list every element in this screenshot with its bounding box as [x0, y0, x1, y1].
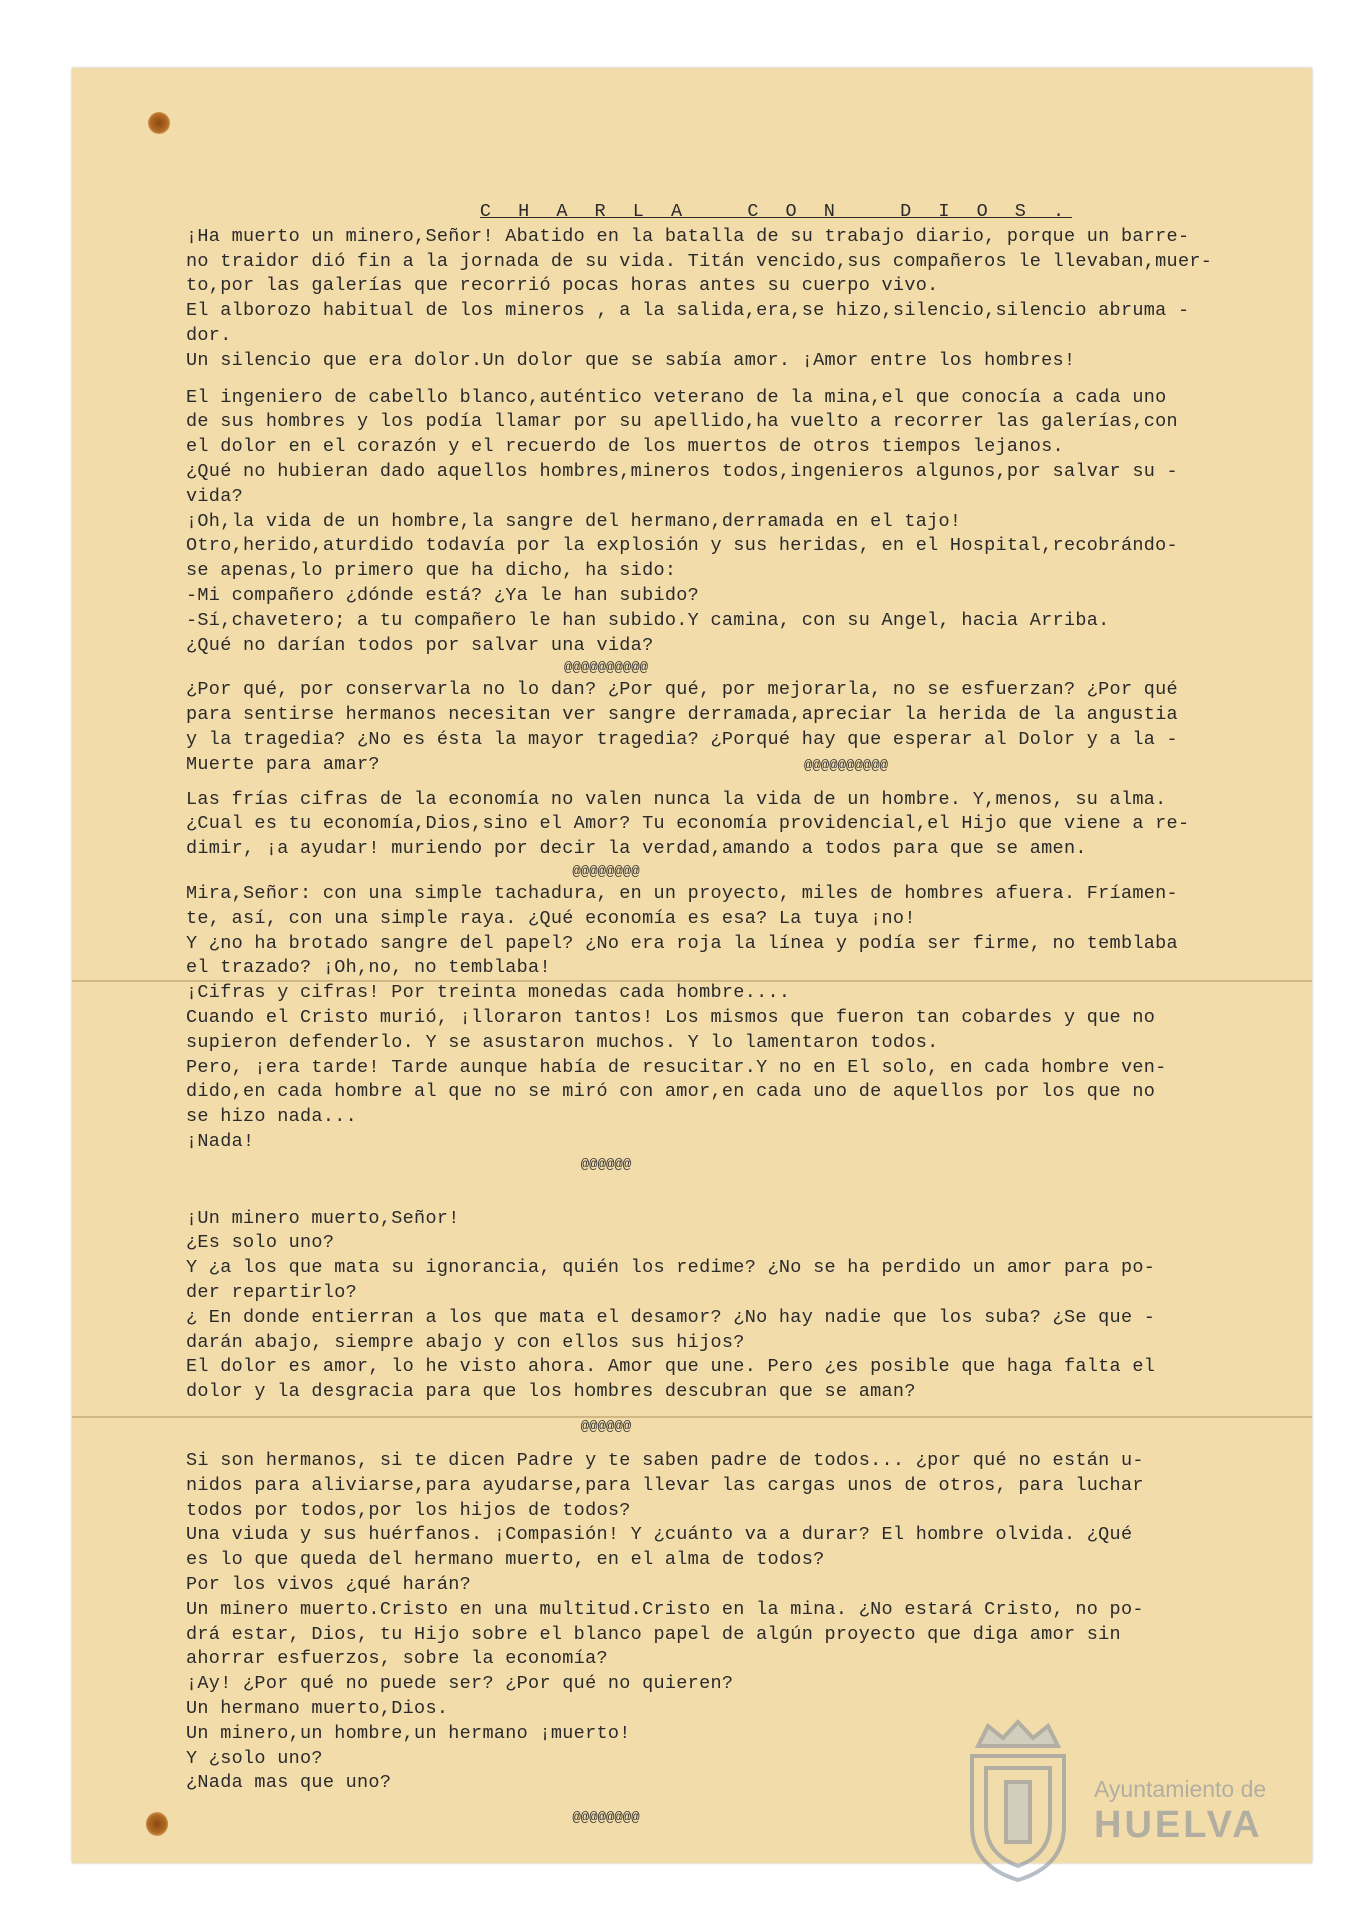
- text-line: Un minero muerto.Cristo en una multitud.Cristo en la mina. ¿No estará Cristo, no po-: [186, 1598, 1144, 1620]
- separator: @@@@@@@@@@: [563, 660, 648, 677]
- text-line: para sentirse hermanos necesitan ver sangre derramada,apreciar la herida de la angustia: [186, 704, 1178, 726]
- watermark-line1: Ayuntamiento de: [1094, 1776, 1267, 1802]
- text-line: el dolor en el corazón y el recuerdo de los muertos de otros tiempos lejanos.: [186, 436, 1064, 458]
- text-line: no traidor dió fin a la jornada de su vida. Titán vencido,sus compañeros le llevaban,muer-: [186, 250, 1213, 272]
- text-line: Un hermano muerto,Dios.: [186, 1698, 449, 1720]
- text-line: ¿Cual es tu economía,Dios,sino el Amor? Tu economía providencial,el Hijo que viene a re-: [186, 813, 1190, 835]
- text-line: ¿Qué no hubieran dado aquellos hombres,mineros todos,ingenieros algunos,por salvar su -: [186, 460, 1178, 482]
- text-line: todos por todos,por los hijos de todos?: [186, 1499, 631, 1521]
- text-line: Las frías cifras de la economía no valen nunca la vida de un hombre. Y,menos, su alma.: [186, 788, 1167, 810]
- text-line: Muerte para amar?: [186, 753, 380, 775]
- text-line: Si son hermanos, si te dicen Padre y te saben padre de todos... ¿por qué no están u-: [186, 1450, 1144, 1472]
- separator: @@@@@@@@: [572, 863, 640, 880]
- text-line: y la tragedia? ¿No es ésta la mayor tragedia? ¿Porqué hay que esperar al Dolor y a la -: [186, 728, 1178, 750]
- text-line: Y ¿no ha brotado sangre del papel? ¿No era roja la línea y podía ser firme, no temblaba: [186, 932, 1178, 954]
- text-line: Y ¿a los que mata su ignorancia, quién los redime? ¿No se ha perdido un amor para po-: [186, 1257, 1156, 1279]
- text-line: el trazado? ¡Oh,no, no temblaba!: [186, 957, 551, 979]
- text-line: ¿Por qué, por conservarla no lo dan? ¿Por qué, por mejorarla, no se esfuerzan? ¿Por qué: [186, 679, 1178, 701]
- rust-stain: [148, 112, 170, 134]
- separator: @@@@@@: [580, 1419, 632, 1436]
- text-line: Y ¿solo uno?: [186, 1747, 323, 1769]
- text-line: Por los vivos ¿qué harán?: [186, 1574, 472, 1596]
- text-line: ¡Ay! ¿Por qué no puede ser? ¿Por qué no quieren?: [186, 1673, 734, 1695]
- text-line: dido,en cada hombre al que no se miró con amor,en cada uno de aquellos por los que no: [186, 1081, 1156, 1103]
- text-line: to,por las galerías que recorrió pocas horas antes su cuerpo vivo.: [186, 275, 939, 297]
- text-line: nidos para aliviarse,para ayudarse,para llevar las cargas unos de otros, para luchar: [186, 1474, 1144, 1496]
- text-line: ahorrar esfuerzos, sobre la economía?: [186, 1648, 608, 1670]
- text-line: vida?: [186, 485, 244, 507]
- text-line: ¡Nada!: [186, 1130, 255, 1152]
- separator: @@@@@@@@: [572, 1810, 640, 1827]
- text-line: es lo que queda del hermano muerto, en el alma de todos?: [186, 1549, 825, 1571]
- document-body: [186, 200, 1246, 1828]
- separator: @@@@@@@@@@: [803, 757, 888, 774]
- text-line: Mira,Señor: con una simple tachadura, en un proyecto, miles de hombres afuera. Fríamen-: [186, 882, 1178, 904]
- text-line: ¡Oh,la vida de un hombre,la sangre del hermano,derramada en el tajo!: [186, 510, 962, 532]
- text-line: El alborozo habitual de los mineros , a la salida,era,se hizo,silencio,silencio abruma -: [186, 300, 1190, 322]
- text-line: Otro,herido,aturdido todavía por la explosión y sus heridas, en el Hospital,recobrándo-: [186, 535, 1178, 557]
- text-line: ¡Cifras y cifras! Por treinta monedas cada hombre....: [186, 982, 791, 1004]
- text-line: se apenas,lo primero que ha dicho, ha sido:: [186, 560, 677, 582]
- text-line: El dolor es amor, lo he visto ahora. Amor que une. Pero ¿es posible que haga falta el: [186, 1356, 1156, 1378]
- text-line: supieron defenderlo. Y se asustaron muchos. Y lo lamentaron todos.: [186, 1031, 939, 1053]
- separator: @@@@@@: [580, 1156, 632, 1173]
- text-line: dimir, ¡a ayudar! muriendo por decir la verdad,amando a todos para que se amen.: [186, 838, 1087, 860]
- rust-stain: [146, 1812, 168, 1836]
- document-title: C H A R L A C O N D I O S .: [479, 201, 1073, 222]
- text-line: ¿Qué no darían todos por salvar una vida?: [186, 634, 654, 656]
- text-line: Un minero,un hombre,un hermano ¡muerto!: [186, 1722, 631, 1744]
- text-line: drá estar, Dios, tu Hijo sobre el blanco papel de algún proyecto que diga amor sin: [186, 1623, 1121, 1645]
- text-line: El ingeniero de cabello blanco,auténtico veterano de la mina,el que conocía a cada uno: [186, 386, 1167, 408]
- text-line: Cuando el Cristo murió, ¡lloraron tantos! Los mismos que fueron tan cobardes y que no: [186, 1006, 1156, 1028]
- text-line: ¡Ha muerto un minero,Señor! Abatido en la batalla de su trabajo diario, porque un barre-: [186, 225, 1190, 247]
- text-line: dolor y la desgracia para que los hombres descubran que se aman?: [186, 1381, 916, 1403]
- watermark-line2: HUELVA: [1094, 1804, 1263, 1846]
- text-line: -Mi compañero ¿dónde está? ¿Ya le han subido?: [186, 584, 700, 606]
- text-line: darán abajo, siempre abajo y con ellos sus hijos?: [186, 1331, 745, 1353]
- text-line: ¿Nada mas que uno?: [186, 1772, 392, 1794]
- text-line: ¿Es solo uno?: [186, 1232, 335, 1254]
- city-crest-icon: [958, 1716, 1078, 1886]
- text-line: de sus hombres y los podía llamar por su apellido,ha vuelto a recorrer las galerías,con: [186, 411, 1178, 433]
- text-line: der repartirlo?: [186, 1282, 358, 1304]
- text-line: dor.: [186, 324, 232, 346]
- text-line: se hizo nada...: [186, 1106, 358, 1128]
- text-line: -Sí,chavetero; a tu compañero le han subido.Y camina, con su Angel, hacia Arriba.: [186, 609, 1110, 631]
- text-line: ¿ En donde entierran a los que mata el desamor? ¿No hay nadie que los suba? ¿Se que -: [186, 1306, 1156, 1328]
- text-line: ¡Un minero muerto,Señor!: [186, 1207, 460, 1229]
- text-line: te, así, con una simple raya. ¿Qué economía es esa? La tuya ¡no!: [186, 907, 916, 929]
- ayuntamiento-huelva-watermark: [958, 1716, 1318, 1886]
- text-line: Una viuda y sus huérfanos. ¡Compasión! Y ¿cuánto va a durar? El hombre olvida. ¿Qué: [186, 1524, 1133, 1546]
- text-line: Pero, ¡era tarde! Tarde aunque había de resucitar.Y no en El solo, en cada hombre ven-: [186, 1056, 1167, 1078]
- text-line: Un silencio que era dolor.Un dolor que se sabía amor. ¡Amor entre los hombres!: [186, 349, 1076, 371]
